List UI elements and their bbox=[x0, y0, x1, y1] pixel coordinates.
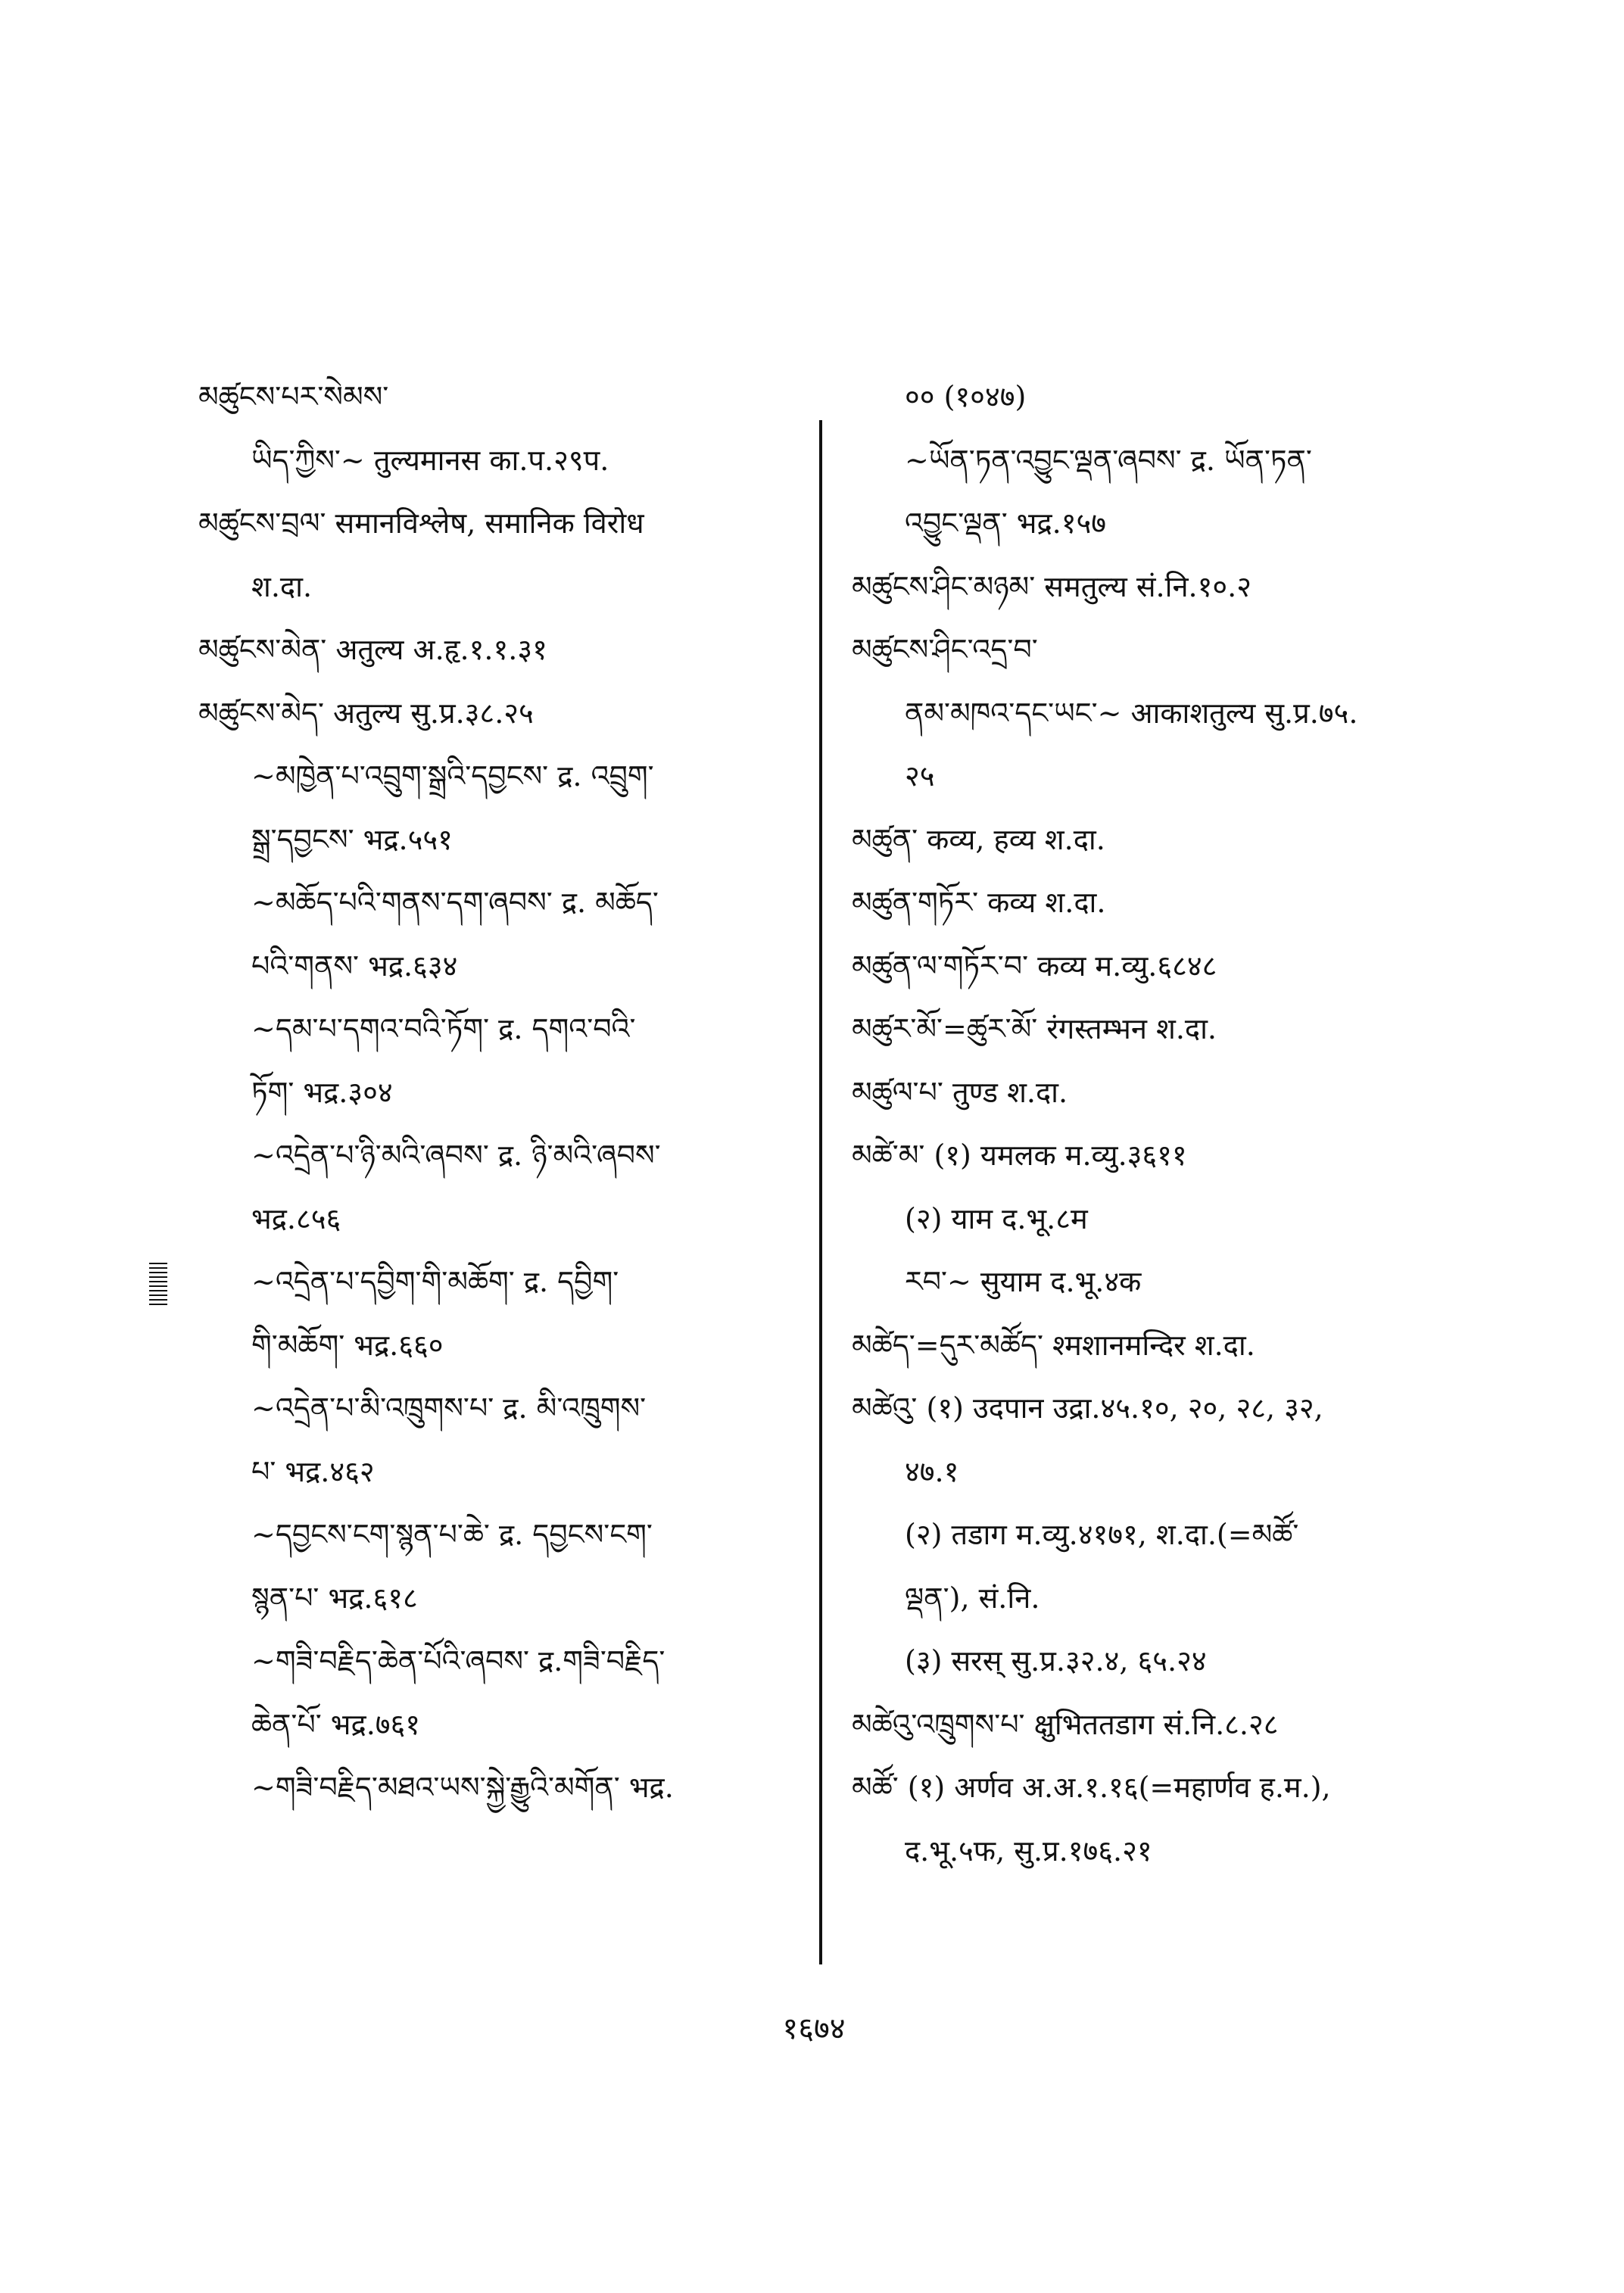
entry-line: མཚུངས་མེན་ अतुल्य अ.हृ.१.१.३१ bbox=[198, 633, 547, 666]
entry-line: ~མཆོད་པའི་གནས་དག་ཞབས་ द्र. མཆོད་ bbox=[251, 886, 659, 919]
entry-line: ~གཟི་བརྗིད་ཆེན་པོའི་ཞབས་ द्र.གཟི་བརྗིད་ bbox=[251, 1644, 665, 1678]
entry-line: པའི་གནས་ भद्र.६३४ bbox=[251, 949, 458, 983]
right-column bbox=[852, 379, 1457, 1869]
entry-line: ~མཁྱེན་པ་འབྲུག་སྒྲའི་དབྱངས་ द्र. འབྲུག་ bbox=[251, 759, 654, 793]
entry-line: མཚུར་མོ་=ཚུར་མོ་ रंगस्तम्भन श.दा. bbox=[852, 1012, 1217, 1045]
entry-line: མཚེད་=དུར་མཚོད་ श्मशानमन्दिर श.दा. bbox=[852, 1328, 1255, 1362]
entry-line: ~དམ་པ་དགའ་བའི་ཏོག་ द्र. དགའ་བའི་ bbox=[251, 1012, 636, 1045]
entry-line: མཚོ་ (१) अर्णव अ.अ.१.१६(=महार्णव ह.म.), bbox=[852, 1771, 1331, 1804]
entry-line: མཚུངས་མེད་ अतुल्य सु.प्र.३८.२५ bbox=[198, 696, 534, 730]
margin-mark bbox=[149, 1263, 167, 1305]
entry-line: འབྱུང་ལྡན་ भद्र.१५७ bbox=[905, 506, 1107, 540]
entry-line: ནམ་མཁའ་དང་ཡང་~ आकाशतुल्य सु.प्र.७५. bbox=[905, 696, 1358, 730]
page-number: १६७४ bbox=[782, 2011, 846, 2046]
entry-line: श.दा. bbox=[251, 569, 313, 603]
entry-line: ~འདྲེན་པ་མི་འཁྲུགས་པ་ द्र. མི་འཁྲུགས་ bbox=[251, 1391, 647, 1425]
entry-line: ~ཡོན་ཏན་འབྱུང་ལྡན་ཞབས་ द्र. ཡོན་ཏན་ bbox=[905, 443, 1312, 477]
entry-line: ०० (१०४७) bbox=[905, 380, 1027, 413]
entry-line: ~འདྲེན་པ་ཉི་མའི་ཞབས་ द्र. ཉི་མའི་ཞབས་ bbox=[251, 1139, 661, 1172]
entry-line: མཚུངས་བྲལ་ समानविश्लेष, समानिक विरोध bbox=[198, 506, 644, 540]
entry-line: གི་མཆོག་ भद्र.६६० bbox=[251, 1328, 444, 1362]
entry-line: རབ་~ सुयाम द.भू.४क bbox=[905, 1265, 1142, 1298]
entry-line: མཚུན་ कव्य, हव्य श.दा. bbox=[852, 822, 1105, 856]
entry-line: མཚེའུ་འཁྲུགས་པ་ क्षुभिततडाग सं.नि.८.२८ bbox=[852, 1707, 1279, 1741]
entry-line: སྙན་པ་ भद्र.६१८ bbox=[251, 1581, 418, 1615]
entry-line: ~གཟི་བརྗིད་མཐའ་ཡས་སྐྱེ་རྒྱུའི་མགོན་ भद्र. bbox=[251, 1771, 674, 1804]
entry-line: པ་ भद्र.४६२ bbox=[251, 1454, 375, 1488]
entry-line: མཚུངས་ཤིང་འདྲ་བ་ bbox=[852, 633, 1038, 666]
entry-line: སྒྲ་དབྱངས་ भद्र.५५१ bbox=[251, 822, 453, 856]
entry-line: མཚེའུ་ (१) उदपान उद्रा.४५.१०, २०, २८, ३२, bbox=[852, 1391, 1323, 1425]
column-divider bbox=[819, 420, 822, 1964]
entry-line: ཏོག་ भद्र.३०४ bbox=[251, 1075, 393, 1109]
entry-line: ཆེན་པོ་ भद्र.७६१ bbox=[251, 1707, 421, 1741]
entry-line: ~དབྱངས་ངག་སྙན་པ་ཆེ་ द्र. དབྱངས་ངག་ bbox=[251, 1518, 653, 1551]
entry-line: भद्र.८५६ bbox=[251, 1201, 341, 1235]
entry-line: (२) तडाग म.व्यु.४१७१, श.दा.(=མཚོ་ bbox=[905, 1518, 1299, 1551]
entry-line: द.भू.५फ, सु.प्र.१७६.२१ bbox=[905, 1833, 1152, 1868]
entry-line: (३) सरस् सु.प्र.३२.४, ६५.२४ bbox=[905, 1644, 1207, 1678]
entry-line: མཚུལ་པ་ तुण्ड श.दा. bbox=[852, 1075, 1068, 1109]
entry-line: མཚེ་མ་ (१) यमलक म.व्यु.३६११ bbox=[852, 1139, 1187, 1172]
entry-line: ~འདྲེན་པ་དབྱིག་གི་མཆོག་ द्र. དབྱིག་ bbox=[251, 1265, 619, 1298]
entry-line: (२) याम द.भू.८म bbox=[905, 1201, 1088, 1235]
entry-line: མཚུངས་པར་སེམས་ bbox=[198, 380, 389, 413]
entry-line: ཡིད་ཀྱིས་~ तुल्यमानस का.प.२९प. bbox=[251, 443, 609, 477]
entry-line: མཚུན་གཏོར་ कव्य श.दा. bbox=[852, 886, 1106, 919]
entry-line: ལྡན་), सं.नि. bbox=[905, 1581, 1040, 1615]
entry-line: མཚུངས་ཤིང་མཉམ་ समतुल्य सं.नि.१०.२ bbox=[852, 569, 1252, 603]
entry-line: མཚུན་ལ་གཏོར་བ་ कव्य म.व्यु.६८४८ bbox=[852, 949, 1217, 983]
entry-line: ४७.१ bbox=[905, 1454, 959, 1488]
entry-line: २५ bbox=[905, 759, 935, 793]
left-column bbox=[198, 379, 804, 1805]
